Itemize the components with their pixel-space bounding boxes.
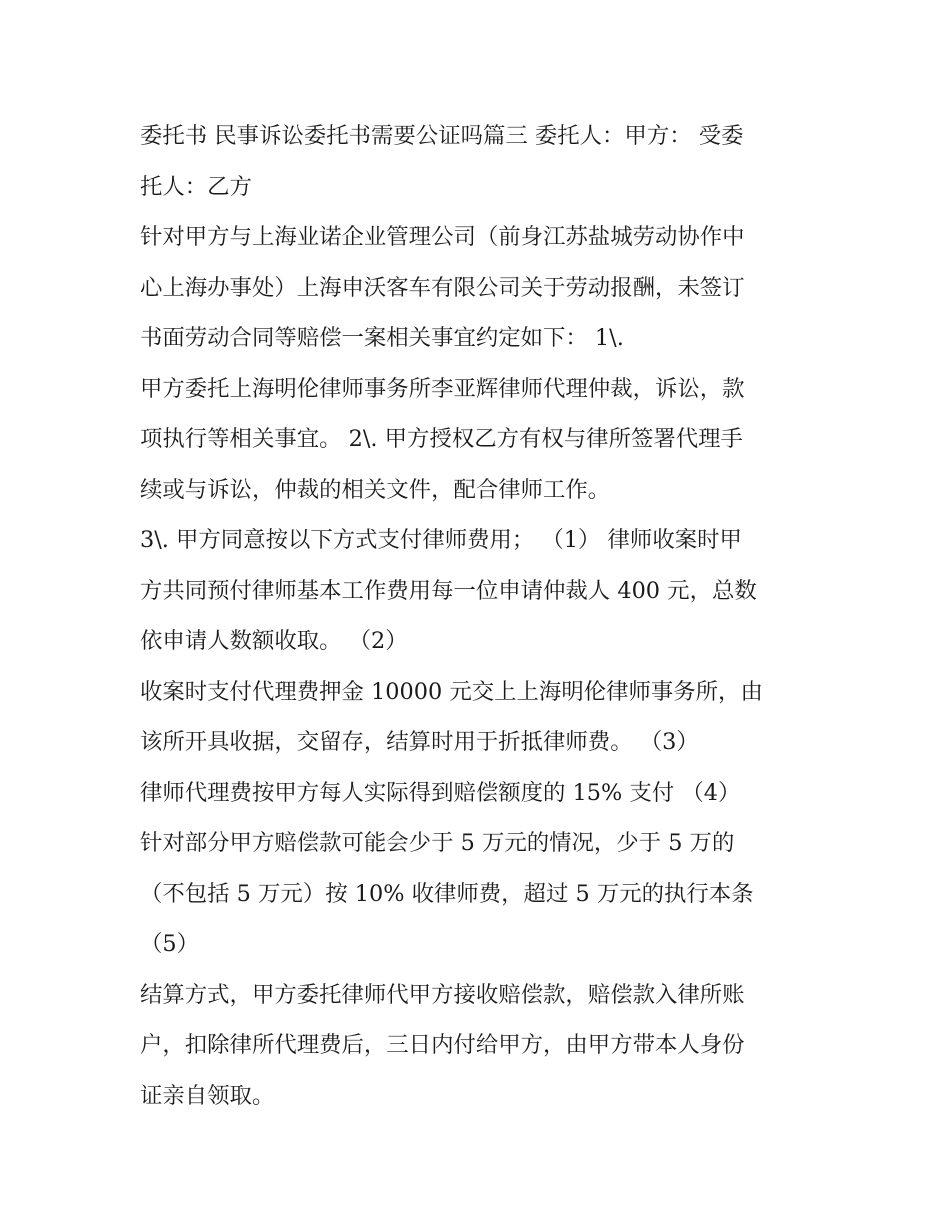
text-line: 书面劳动合同等赔偿一案相关事宜约定如下： 1\. [140,325,624,351]
text-line: 依申请人数额收取。 （2） [140,628,408,654]
text-line: （5） [140,931,200,957]
text-line: （不包括 5 万元）按 10% 收律师费，超过 5 万元的执行本条 [140,880,754,907]
text-line: 收案时支付代理费押金 10000 元交上上海明伦律师事务所，由 [140,678,763,705]
text-line: 托人：乙方 [140,173,252,200]
text-line: 甲方委托上海明伦律师事务所李亚辉律师代理仲裁，诉讼，款 [140,375,745,402]
text-line: 续或与诉讼，仲裁的相关文件，配合律师工作。 [140,476,611,503]
text-line: 证亲自领取。 [140,1082,275,1109]
text-line: 针对部分甲方赔偿款可能会少于 5 万元的情况，少于 5 万的 [140,830,735,856]
text-line: 方共同预付律师基本工作费用每一位申请仲裁人 400 元，总数 [140,577,757,604]
text-line: 项执行等相关事宜。 2\. 甲方授权乙方有权与律所签署代理手 [140,426,743,452]
text-line: 心上海办事处）上海申沃客车有限公司关于劳动报酬，未签订 [140,274,745,301]
document-body [140,111,812,1121]
text-line: 该所开具收据，交留存，结算时用于折抵律师费。 （3） [140,729,699,755]
text-line: 律师代理费按甲方每人实际得到赔偿额度的 15% 支付 （4） [140,779,741,806]
text-line: 委托书 民事诉讼委托书需要公证吗篇三 委托人：甲方： 受委 [140,123,744,149]
text-line: 3\. 甲方同意按以下方式支付律师费用； （1） 律师收案时甲 [140,527,742,553]
text-line: 户，扣除律所代理费后，三日内付给甲方，由甲方带本人身份 [140,1032,745,1058]
text-line: 结算方式，甲方委托律师代甲方接收赔偿款，赔偿款入律所账 [140,981,745,1008]
text-line: 针对甲方与上海业诺企业管理公司（前身江苏盐城劳动协作中 [140,224,745,250]
